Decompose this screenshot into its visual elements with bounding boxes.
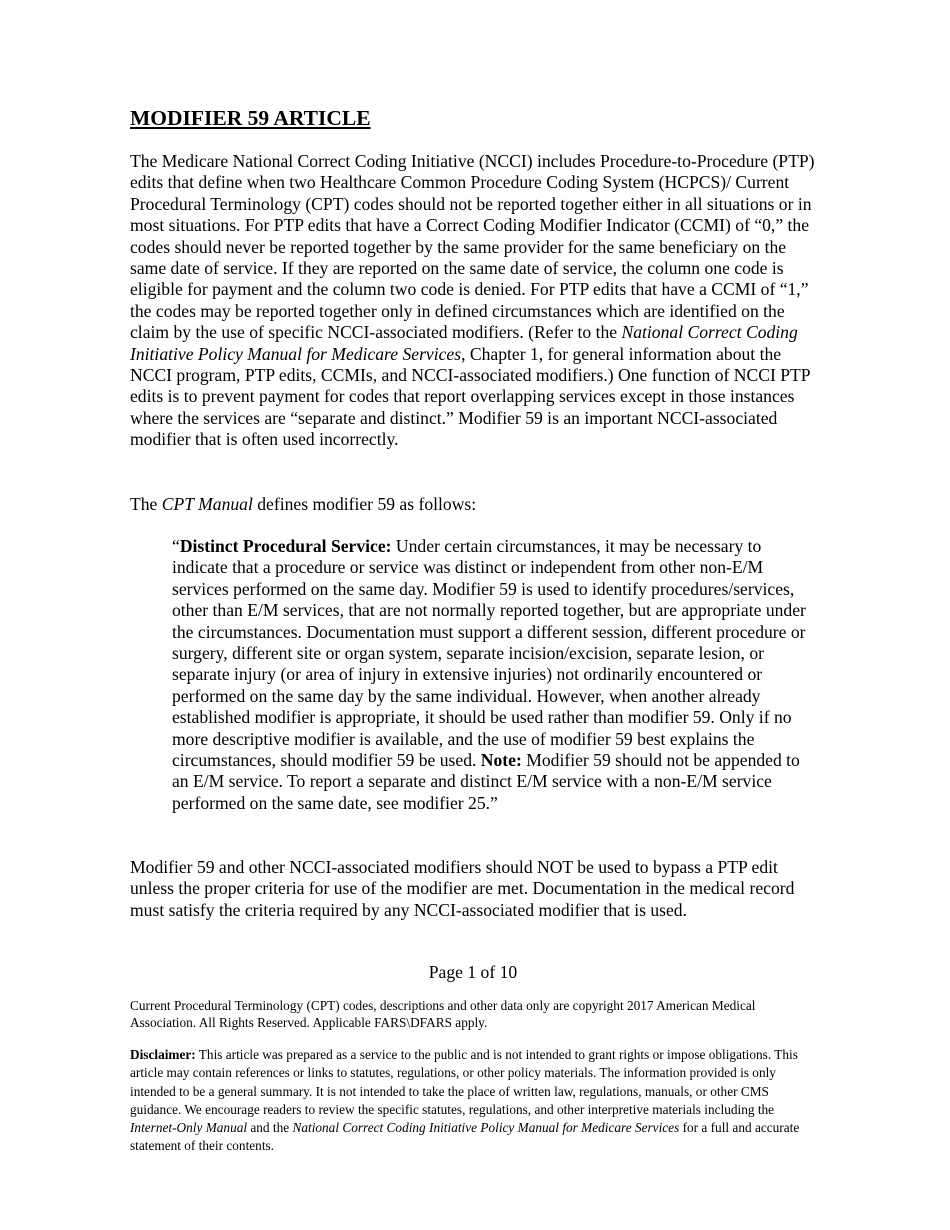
modifier-59-definition-quote [172,536,812,814]
cpt-suffix: defines modifier 59 as follows: [252,494,477,514]
article-title: MODIFIER 59 ARTICLE [130,106,371,130]
quote-heading: Distinct Procedural Service: [179,536,392,556]
ncci-manual-title: National Correct Coding Initiative Policy Manual for Medicare Services [130,322,798,364]
copyright-notice: Current Procedural Terminology (CPT) codes, descriptions and other data only are copyright 2017 American Medical Association. All Rights Reserved. Applicable FARS\DFARS apply. [130,998,756,1030]
intro-paragraph [130,151,820,451]
quote-text-part2: Modifier 59 should not be appended to an E/M service. To report a separate and distinct E/M service with a non-E/M service performed on the same date, see modifier 25.” [172,750,800,813]
quote-open-mark: “ [172,536,180,556]
intro-text-part2: , Chapter 1, for general information about the NCCI program, PTP edits, CCMIs, and NCCI-associated modifiers.) One function of NCCI PTP edits is to prevent payment for codes that report overlapping services except in those instances where the services are “separate and distinct.” Modifier 59 is an important NCCI-associated modifier that is often used incorrectly. [130,343,810,450]
disclaimer-manual-title: National Correct Coding Initiative Policy Manual for Medicare Services [292,1120,680,1136]
disclaimer-text-part1: This article was prepared as a service to the public and is not intended to grant rights or impose obligations. This article may contain references or links to statutes, regulations, or other policy materials. The information provided is only intended to be a general summary. It is not intended to take the place of written law, regulations, manuals, or other CMS guidance. We encourage readers to review the specific statutes, regulations, and other interpretive materials including the [130,1047,798,1117]
page-number: Page 1 of 10 [428,962,518,982]
disclaimer-label: Disclaimer: [130,1047,196,1062]
intro-text-part1: The Medicare National Correct Coding Initiative (NCCI) includes Procedure-to-Procedure (PTP) edits that define when two Healthcare Common Procedure Coding System (HCPCS)/ Current Procedural Terminology (CPT) codes should not be reported together either in all situations or in most situations. For PTP edits that have a Correct Coding Modifier Indicator (CCMI) of “0,” the codes should never be reported together by the same provider for the same beneficiary on the same date of service. If they are reported on the same date of service, the column one code is eligible for payment and the column two code is denied. For PTP edits that have a CCMI of “1,” the codes may be reported together only in defined circumstances which are identified on the claim by the use of specific NCCI-associated modifiers. (Refer to the [130,151,815,343]
cpt-definition-intro [130,494,820,515]
cpt-manual-title: CPT Manual [161,494,253,514]
bypass-paragraph: Modifier 59 and other NCCI-associated modifiers should NOT be used to bypass a PTP edit unless the proper criteria for use of the modifier are met. Documentation in the medical record must satisfy the criteria required by any NCCI-associated modifier that is used. [130,857,795,920]
disclaimer-paragraph [130,1046,820,1156]
iom-title: Internet-Only Manual [130,1120,248,1136]
disclaimer-text-part2: for a full and accurate statement of their contents. [130,1120,800,1154]
cpt-prefix: The [130,494,162,514]
note-label: Note: [480,750,522,771]
disclaimer-and: and the [247,1120,293,1136]
quote-text-part1: Under certain circumstances, it may be necessary to indicate that a procedure or service was distinct or independent from other non-E/M services performed on the same day. Modifier 59 is used to identify procedures/services, other than E/M services, that are not normally reported together, but are appropriate under the circumstances. Documentation must support a different session, different procedure or surgery, different site or organ system, separate incision/excision, separate lesion, or separate injury (or area of injury in extensive injuries) not ordinarily encountered or performed on the same day by the same individual. However, when another already established modifier is appropriate, it should be used rather than modifier 59. Only if no more descriptive modifier is available, and the use of modifier 59 best explains the circumstances, should modifier 59 be used. [172,536,806,771]
